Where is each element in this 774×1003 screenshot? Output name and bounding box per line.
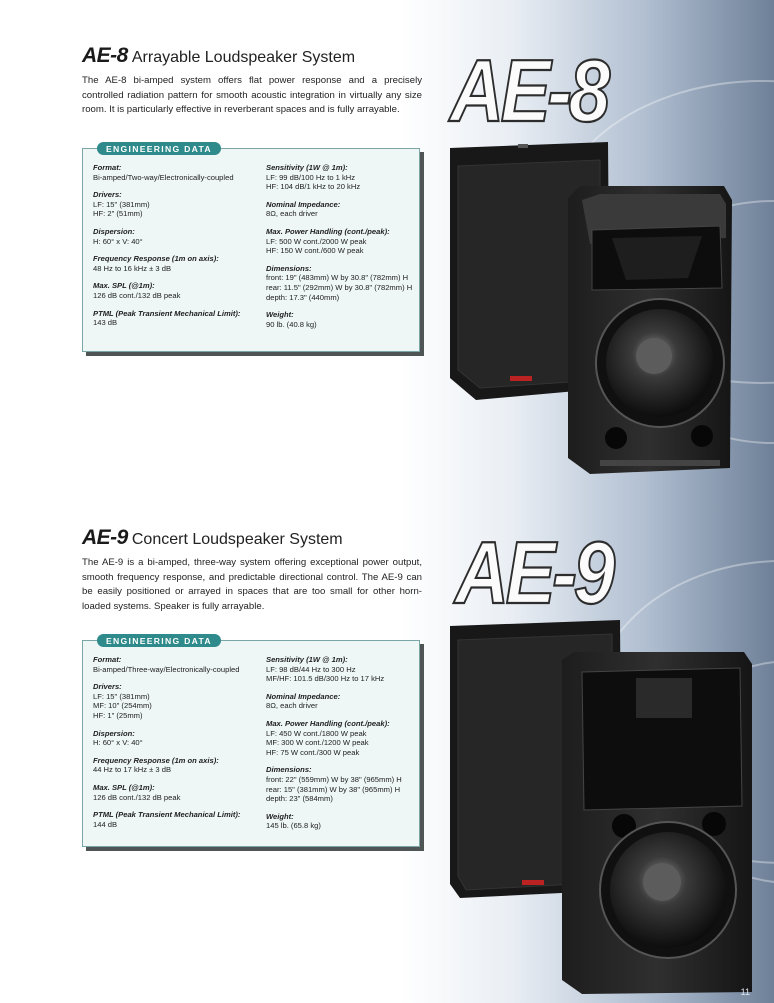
ae8-subtitle: Arrayable Loudspeaker System — [131, 49, 356, 66]
spec-label: Sensitivity (1W @ 1m): — [266, 655, 348, 664]
spec-label: PTML (Peak Transient Mechanical Limit): — [93, 308, 241, 318]
page-number: 11 — [740, 987, 750, 997]
ae8-spec-column-left — [93, 163, 261, 336]
ae8-description: The AE-8 bi-amped system offers flat power response and a precisely controlled radiation pattern for smooth acoustic integration in virtually any size room. It is particularly effective in reverberant spaces and is fully arrayable. — [82, 75, 422, 116]
handle — [518, 144, 528, 148]
spec-value: LF: 500 W cont./2000 W peak — [266, 236, 367, 246]
spec-value: front: 19" (483mm) W by 30.8" (782mm) H — [266, 273, 409, 283]
spec-value: Bi-amped/Two-way/Electronically-coupled — [93, 172, 234, 182]
spec-label: Max. Power Handling (cont./peak): — [266, 718, 390, 728]
spec-value: 8Ω, each driver — [266, 209, 318, 219]
ae8-spec-column-right — [266, 163, 416, 337]
spec-item — [93, 783, 261, 802]
ae8-big-title: AE-8 — [450, 41, 607, 140]
ae8-model: AE-8 — [82, 44, 128, 67]
spec-value: LF: 15" (381mm) — [93, 199, 150, 209]
spec-value: 48 Hz to 16 kHz ± 3 dB — [93, 263, 172, 273]
dust-cap — [643, 863, 681, 901]
spec-value: LF: 99 dB/100 Hz to 1 kHz — [266, 172, 356, 182]
spec-value: 126 dB cont./132 dB peak — [93, 792, 181, 802]
spec-value: H: 60° x V: 40° — [93, 236, 143, 246]
ae9-spec-column-left — [93, 655, 261, 837]
spec-label: Weight: — [266, 310, 294, 320]
spec-value: 44 Hz to 17 kHz ± 3 dB — [93, 765, 172, 775]
spec-value: LF: 450 W cont./1800 W peak — [266, 728, 367, 738]
spec-item — [93, 729, 261, 748]
spec-value: depth: 17.3" (440mm) — [266, 292, 340, 302]
spec-item — [93, 190, 261, 219]
ae9-engineering-heading: ENGINEERING DATA — [97, 634, 221, 647]
spec-value: 8Ω, each driver — [266, 701, 318, 711]
spec-item — [266, 719, 416, 757]
spec-label: Weight: — [266, 811, 294, 821]
spec-item — [93, 655, 261, 674]
spec-value: 144 dB — [93, 819, 118, 829]
spec-value: 126 dB cont./132 dB peak — [93, 290, 181, 300]
ae8-heading — [82, 44, 422, 68]
spec-value: 90 lb. (40.8 kg) — [266, 319, 317, 329]
spec-item — [93, 756, 261, 775]
spec-value: 145 lb. (65.8 kg) — [266, 821, 321, 831]
ae8-speaker-image — [440, 138, 740, 478]
horn-throat — [636, 678, 692, 718]
spec-value: HF: 150 W cont./600 W peak — [266, 246, 364, 256]
spec-item — [93, 810, 261, 829]
ae8-engineering-data-box — [82, 144, 420, 352]
spec-value: HF: 1" (25mm) — [93, 710, 143, 720]
spec-label: Max. Power Handling (cont./peak): — [266, 226, 390, 236]
spec-label: Max. SPL (@1m): — [93, 281, 155, 291]
spec-label: Drivers: — [93, 682, 122, 692]
ae9-subtitle: Concert Loudspeaker System — [131, 531, 343, 548]
spec-label: Dispersion: — [93, 226, 135, 236]
horn-throat — [612, 236, 702, 280]
spec-value: MF: 10" (254mm) — [93, 701, 152, 711]
spec-item — [266, 310, 416, 329]
spec-item — [266, 227, 416, 256]
spec-value: LF: 98 dB/44 Hz to 300 Hz — [266, 664, 356, 674]
spec-value: Bi-amped/Three-way/Electronically-coupled — [93, 664, 240, 674]
ae9-description: The AE-9 is a bi-amped, three-way system offering exceptional power output, smooth frequency response, and predictable directional control. The AE-9 can be easily positioned or arrayed in spaces that are too small for other horn-loaded systems. Speaker is fully arrayable. — [82, 557, 422, 612]
spec-item — [93, 309, 261, 328]
spec-value: HF: 104 dB/1 kHz to 20 kHz — [266, 182, 361, 192]
spec-label: Max. SPL (@1m): — [93, 782, 155, 792]
ae9-big-title: AE-9 — [455, 523, 612, 622]
spec-item — [266, 264, 416, 302]
spec-item — [266, 163, 416, 192]
ae9-section — [82, 526, 422, 614]
spec-label: Nominal Impedance: — [266, 199, 341, 209]
spec-label: Dimensions: — [266, 263, 312, 273]
spec-label: Dimensions: — [266, 765, 312, 775]
spec-label: Dispersion: — [93, 728, 135, 738]
ae9-spec-column-right — [266, 655, 416, 839]
spec-value: 143 dB — [93, 318, 118, 328]
spec-item — [266, 765, 416, 803]
spec-item — [266, 655, 416, 684]
spec-item — [266, 200, 416, 219]
spec-item — [93, 163, 261, 182]
spec-value: HF: 2" (51mm) — [93, 209, 143, 219]
ae9-model: AE-9 — [82, 526, 128, 549]
spec-item — [93, 682, 261, 720]
spec-label: Nominal Impedance: — [266, 691, 341, 701]
spec-value: MF/HF: 101.5 dB/300 Hz to 17 kHz — [266, 674, 385, 684]
port — [691, 425, 713, 447]
spec-value: MF: 300 W cont./1200 W peak — [266, 738, 369, 748]
dust-cap — [636, 338, 672, 374]
spec-item — [93, 227, 261, 246]
spec-label: Format: — [93, 655, 122, 664]
ae9-speaker-image — [440, 614, 760, 999]
spec-label: Frequency Response (1m on axis): — [93, 755, 219, 765]
spec-label: Format: — [93, 163, 122, 172]
spec-item — [93, 281, 261, 300]
ae8-engineering-heading: ENGINEERING DATA — [97, 142, 221, 155]
spec-label: PTML (Peak Transient Mechanical Limit): — [93, 810, 241, 820]
spec-label: Drivers: — [93, 190, 122, 200]
brand-badge — [510, 376, 532, 381]
spec-value: rear: 11.5" (292mm) W by 30.8" (782mm) H — [266, 282, 413, 292]
spec-value: H: 60° x V: 40° — [93, 738, 143, 748]
spec-item — [93, 254, 261, 273]
spec-item — [266, 812, 416, 831]
spec-value: LF: 15" (381mm) — [93, 691, 150, 701]
spec-item — [266, 692, 416, 711]
spec-label: Frequency Response (1m on axis): — [93, 254, 219, 264]
brand-badge — [522, 880, 544, 885]
ae9-heading — [82, 526, 422, 550]
base-slot — [600, 460, 720, 466]
ae9-engineering-data-box — [82, 636, 420, 847]
spec-value: rear: 15" (381mm) W by 38" (965mm) H — [266, 784, 401, 794]
spec-label: Sensitivity (1W @ 1m): — [266, 163, 348, 172]
spec-value: HF: 75 W cont./300 W peak — [266, 747, 360, 757]
spec-value: front: 22" (559mm) W by 38" (965mm) H — [266, 774, 402, 784]
spec-value: depth: 23" (584mm) — [266, 794, 333, 804]
port — [605, 427, 627, 449]
ae8-section — [82, 44, 422, 118]
